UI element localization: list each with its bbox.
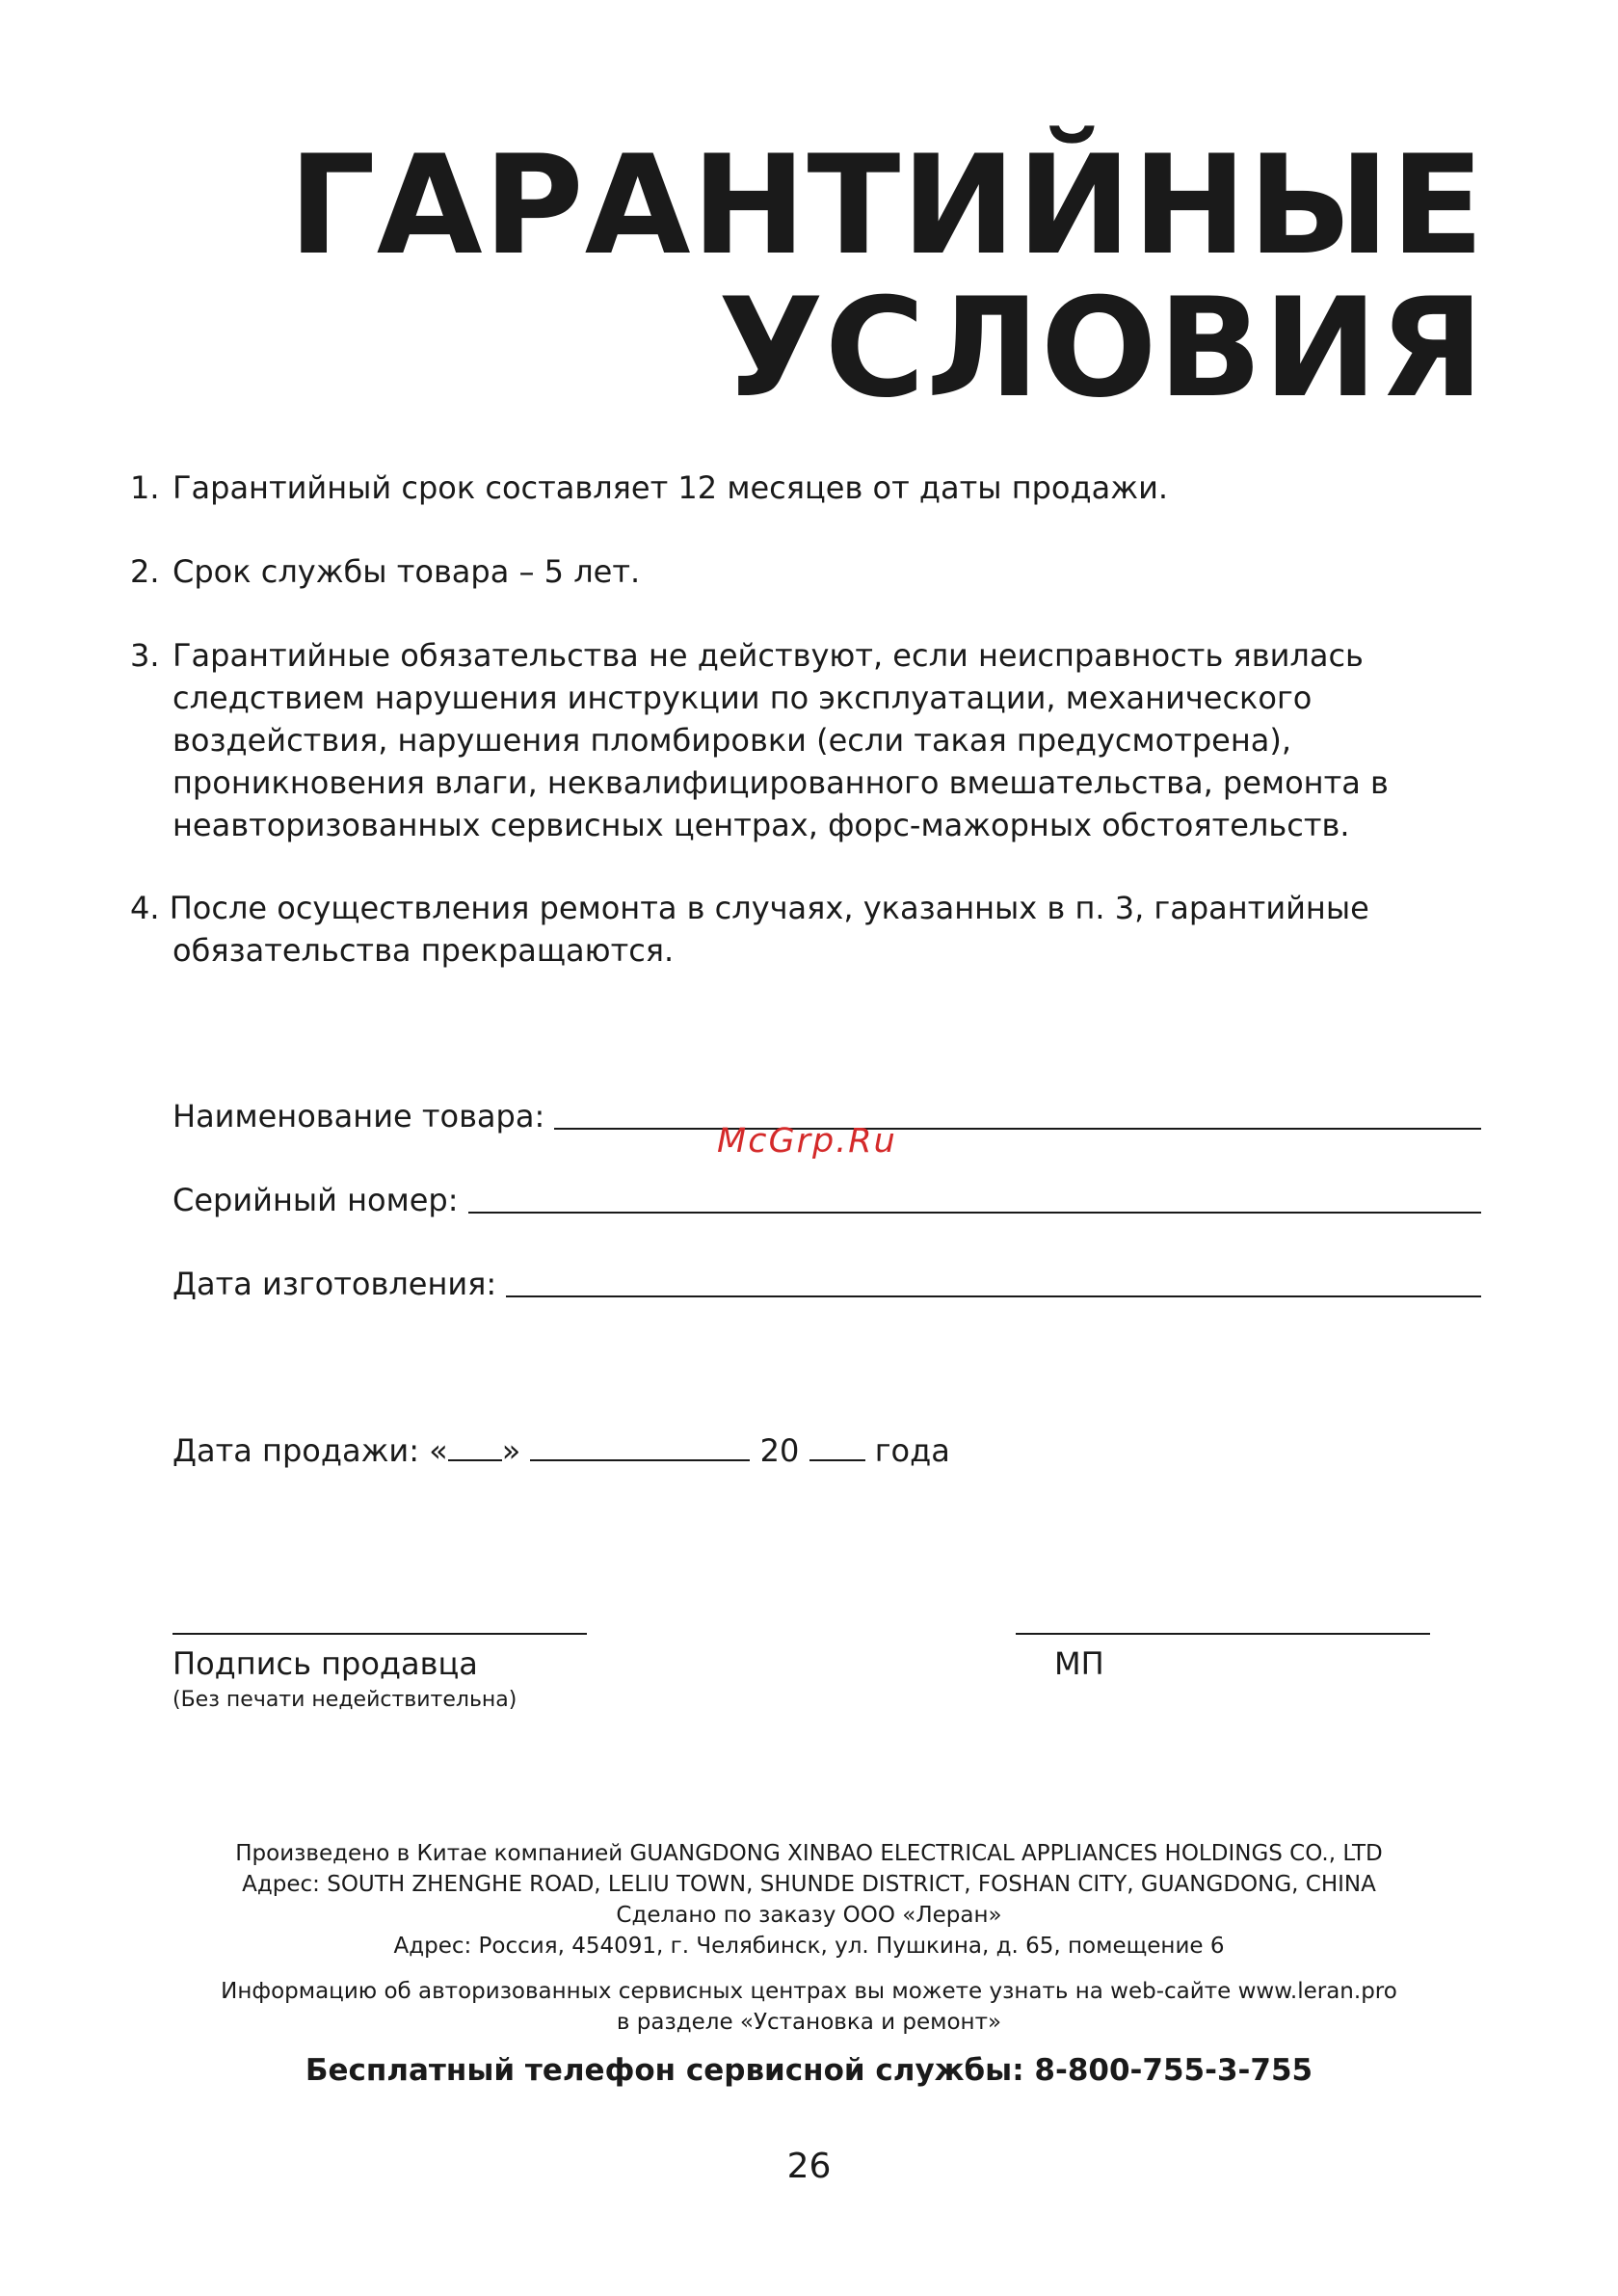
title-line-1: ГАРАНТИЙНЫЕ xyxy=(288,126,1485,285)
sale-day-blank[interactable] xyxy=(448,1430,502,1461)
stamp-label: МП xyxy=(1054,1645,1104,1682)
manufacture-date-label: Дата изготовления: xyxy=(172,1266,497,1302)
product-name-label: Наименование товара: xyxy=(172,1098,545,1135)
term-item xyxy=(130,634,1489,846)
watermark: McGrp.Ru xyxy=(717,1122,897,1161)
footer-line: Произведено в Китае компанией GUANGDONG XINBAO ELECTRICAL APPLIANCES HOLDINGS CO., LTD xyxy=(235,1841,1383,1866)
serial-number-line[interactable] xyxy=(468,1212,1481,1214)
term-number: 2. xyxy=(130,553,160,590)
term-text: Срок службы товара – 5 лет. xyxy=(172,553,641,590)
sale-year-suffix: года xyxy=(874,1432,950,1469)
term-text: Гарантийные обязательства не действуют, если неисправность явилась следствием нарушения инструкции по эксплуатации, механического воздействия, нарушения пломбировки (если такая предусмотрена), проникновения влаги, неквалифицированного вмешательства, ремонта в неавторизованных сервисных центрах, форс-мажорных обстоятельств. xyxy=(172,637,1389,843)
term-item xyxy=(130,467,1489,509)
manufacturer-info xyxy=(0,1838,1618,1962)
term-text: 4. После осуществления ремонта в случаях, указанных в п. 3, гарантийные обязательства прекращаются. xyxy=(130,890,1369,969)
sale-date-label: Дата продажи: « xyxy=(172,1432,448,1469)
sale-month-blank[interactable] xyxy=(530,1430,750,1461)
serial-number-label: Серийный номер: xyxy=(172,1182,459,1218)
title-line-2: УСЛОВИЯ xyxy=(718,269,1485,428)
footer-line: Информацию об авторизованных сервисных центрах вы можете узнать на web-сайте www.leran.pro xyxy=(221,1979,1397,2004)
manufacture-date-line[interactable] xyxy=(506,1295,1481,1297)
seller-signature-label: Подпись продавца xyxy=(172,1645,478,1682)
service-info xyxy=(0,1976,1618,2038)
footer-line: в разделе «Установка и ремонт» xyxy=(616,2010,1002,2035)
manufacture-date-field[interactable] xyxy=(172,1265,1481,1303)
serial-number-field[interactable] xyxy=(172,1181,1481,1219)
stamp-line[interactable] xyxy=(1016,1633,1430,1635)
sale-year-blank[interactable] xyxy=(809,1430,865,1461)
footer-line: Адрес: SOUTH ZHENGHE ROAD, LELIU TOWN, SHUNDE DISTRICT, FOSHAN CITY, GUANGDONG, CHINA xyxy=(242,1872,1376,1897)
page-title xyxy=(288,126,1485,428)
term-text: Гарантийный срок составляет 12 месяцев от даты продажи. xyxy=(172,469,1169,506)
sale-year-prefix: 20 xyxy=(759,1432,800,1469)
page-number: 26 xyxy=(786,2147,832,2186)
product-name-line[interactable] xyxy=(554,1128,1481,1130)
term-item xyxy=(130,550,1489,593)
term-number: 3. xyxy=(130,637,160,674)
sale-date-field xyxy=(172,1430,950,1470)
footer-line: Сделано по заказу ООО «Леран» xyxy=(616,1903,1002,1928)
service-phone: Бесплатный телефон сервисной службы: 8-800-755-3-755 xyxy=(305,2053,1313,2088)
footer-line: Адрес: Россия, 454091, г. Челябинск, ул. Пушкина, д. 65, помещение 6 xyxy=(393,1934,1225,1959)
seller-signature-line[interactable] xyxy=(172,1633,587,1635)
seller-signature-note: (Без печати недействительна) xyxy=(172,1688,517,1712)
term-item xyxy=(130,887,1489,972)
term-number: 1. xyxy=(130,469,160,506)
sale-date-close-quote: » xyxy=(501,1432,521,1469)
